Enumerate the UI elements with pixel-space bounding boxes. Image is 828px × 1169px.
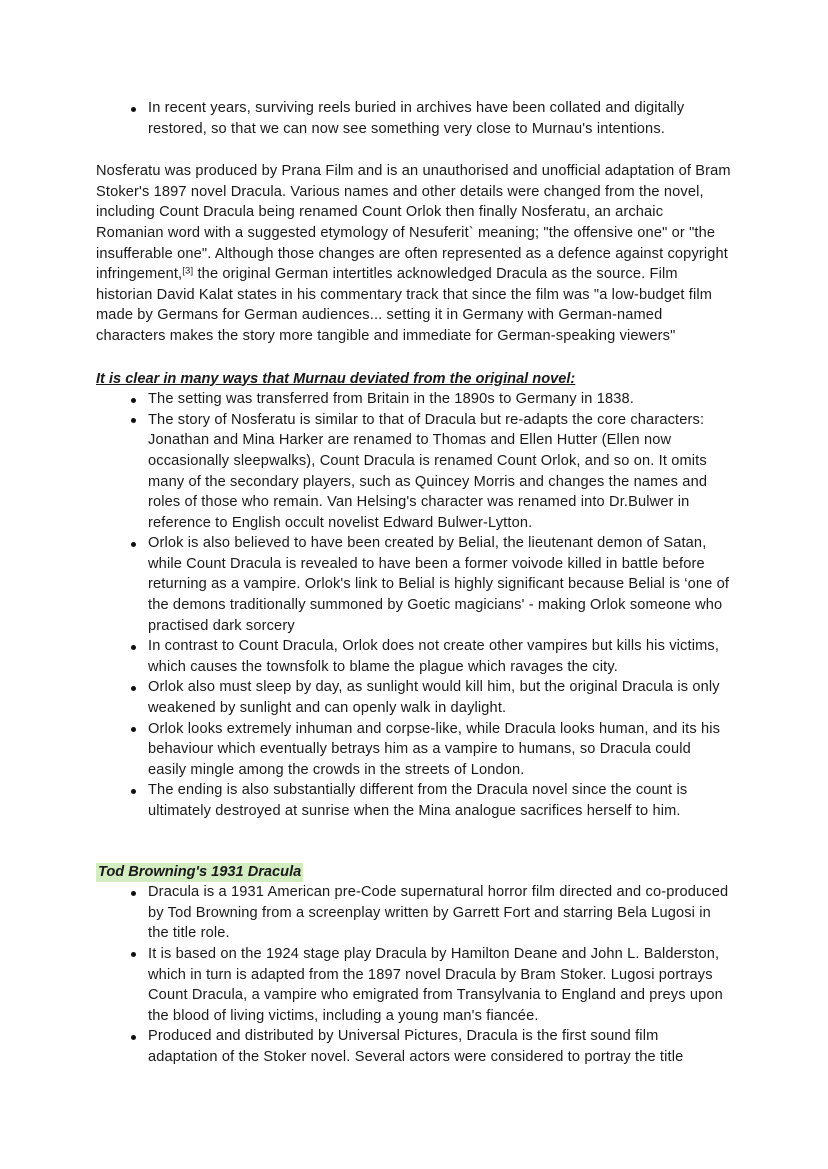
list-item: Orlok looks extremely inhuman and corpse-like, while Dracula looks human, and its his behaviour which eventually betrays him as a vampire to humans, so Dracula could easily mingle among the crowds in the streets of London. bbox=[96, 719, 732, 781]
spacer bbox=[96, 139, 732, 161]
list-item: Produced and distributed by Universal Pictures, Dracula is the first sound film adaptation of the Stoker novel. Several actors were considered to portray the title bbox=[96, 1026, 732, 1067]
browning-bullet-list bbox=[96, 882, 732, 1067]
paragraph-text-part2: the original German intertitles acknowledged Dracula as the source. Film historian David Kalat states in his commentary track that since the film was "a low-budget film made by Germans for German audiences... setting it in Germany with German-named characters makes the story more tangible and immediate for German-speaking viewers" bbox=[96, 266, 713, 344]
list-item: In recent years, surviving reels buried in archives have been collated and digitally restored, so that we can now see something very close to Murnau's intentions. bbox=[96, 98, 732, 139]
browning-section-heading-wrap bbox=[96, 862, 732, 883]
list-item: The setting was transferred from Britain in the 1890s to Germany in 1838. bbox=[96, 389, 732, 410]
citation-reference[interactable]: [3] bbox=[182, 265, 194, 277]
list-item: The story of Nosferatu is similar to that of Dracula but re-adapts the core characters: Jonathan and Mina Harker are renamed to Thomas and Ellen Hutter (Ellen now occasionally sleepwalks), Count Dracula is renamed Count Orlok, and so on. It omits many of the secondary players, such as Quincey Morris and changes the names and roles of those who remain. Van Helsing's character was renamed into Dr.Bulwer in reference to English occult novelist Edward Bulwer-Lytton. bbox=[96, 410, 732, 534]
intro-bullet-list bbox=[96, 98, 732, 139]
paragraph-text-part1: Nosferatu was produced by Prana Film and is an unauthorised and unofficial adaptation of Bram Stoker's 1897 novel Dracula. Various names and other details were changed from the novel, including Count Dracula being renamed Count Orlok then finally Nosferatu, an archaic Romanian word with a suggested etymology of Nesuferit` meaning; "the offensive one" or "the insufferable one". Although those changes are often represented as a defence against copyright infringement, bbox=[96, 163, 731, 283]
document-body bbox=[96, 98, 732, 1068]
list-item: The ending is also substantially different from the Dracula novel since the count is ultimately destroyed at sunrise when the Mina analogue sacrifices herself to him. bbox=[96, 780, 732, 821]
spacer bbox=[96, 347, 732, 369]
browning-section-heading: Tod Browning's 1931 Dracula bbox=[98, 863, 302, 880]
list-item: In contrast to Count Dracula, Orlok does not create other vampires but kills his victims, which causes the townsfolk to blame the plague which ravages the city. bbox=[96, 636, 732, 677]
list-item: Orlok is also believed to have been created by Belial, the lieutenant demon of Satan, while Count Dracula is revealed to have been a former voivode killed in battle before returning as a vampire. Orlok's link to Belial is highly significant because Belial is ‘one of the demons traditionally summoned by Goetic magicians' - making Orlok someone who practised dark sorcery bbox=[96, 533, 732, 636]
spacer bbox=[96, 822, 732, 862]
list-item: Dracula is a 1931 American pre-Code supernatural horror film directed and co-produced by Tod Browning from a screenplay written by Garrett Fort and starring Bela Lugosi in the title role. bbox=[96, 882, 732, 944]
nosferatu-paragraph bbox=[96, 161, 732, 346]
list-item: It is based on the 1924 stage play Dracula by Hamilton Deane and John L. Balderston, which in turn is adapted from the 1897 novel Dracula by Bram Stoker. Lugosi portrays Count Dracula, a vampire who emigrated from Transylvania to England and preys upon the blood of living victims, including a young man's fiancée. bbox=[96, 944, 732, 1026]
list-item: Orlok also must sleep by day, as sunlight would kill him, but the original Dracula is only weakened by sunlight and can openly walk in daylight. bbox=[96, 677, 732, 718]
murnau-section-heading: It is clear in many ways that Murnau deviated from the original novel: bbox=[96, 370, 576, 387]
murnau-bullet-list bbox=[96, 389, 732, 821]
